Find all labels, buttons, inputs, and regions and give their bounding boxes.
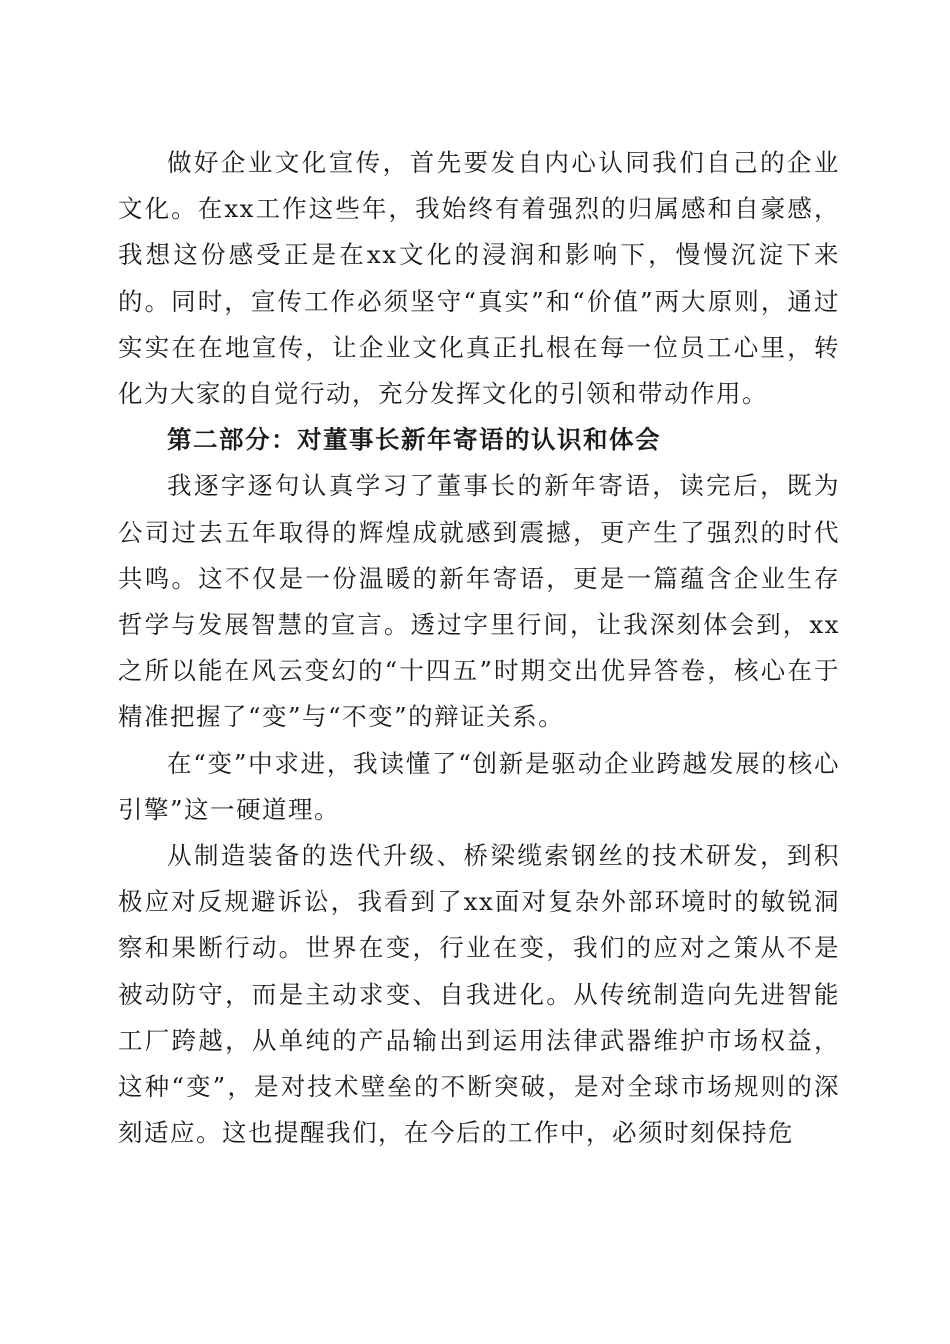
- paragraph-change-progress: 在“变”中求进，我读懂了“创新是驱动企业跨越发展的核心引擎”这一硬道理。: [118, 748, 840, 824]
- document-body: [118, 140, 840, 1156]
- paragraph-new-year-message: 我逐字逐句认真学习了董事长的新年寄语，读完后，既为公司过去五年取得的辉煌成就感到震撼，更产生了强烈的时代共鸣。这不仅是一份温暖的新年寄语，更是一篇蕴含企业生存哲学与发展智慧的宣言。透过字里行间，让我深刻体会到，xx之所以能在风云变幻的“十四五”时期交出优异答卷，核心在于精准把握了“变”与“不变”的辩证关系。: [118, 471, 840, 732]
- paragraph-innovation-detail: 从制造装备的迭代升级、桥梁缆索钢丝的技术研发，到积极应对反规避诉讼，我看到了xx面对复杂外部环境时的敏锐洞察和果断行动。世界在变，行业在变，我们的应对之策从不是被动防守，而是主动求变、自我进化。从传统制造向先进智能工厂跨越，从单纯的产品输出到运用法律武器维护市场权益，这种“变”，是对技术壁垒的不断突破，是对全球市场规则的深刻适应。这也提醒我们，在今后的工作中，必须时刻保持危: [118, 841, 840, 1148]
- paragraph-culture-promotion: 做好企业文化宣传，首先要发自内心认同我们自己的企业文化。在xx工作这些年，我始终有着强烈的归属感和自豪感，我想这份感受正是在xx文化的浸润和影响下，慢慢沉淀下来的。同时，宣传工作必须坚守“真实”和“价值”两大原则，通过实实在在地宣传，让企业文化真正扎根在每一位员工心里，转化为大家的自觉行动，充分发挥文化的引领和带动作用。: [118, 148, 840, 409]
- section-heading: 第二部分：对董事长新年寄语的认识和体会: [167, 425, 661, 455]
